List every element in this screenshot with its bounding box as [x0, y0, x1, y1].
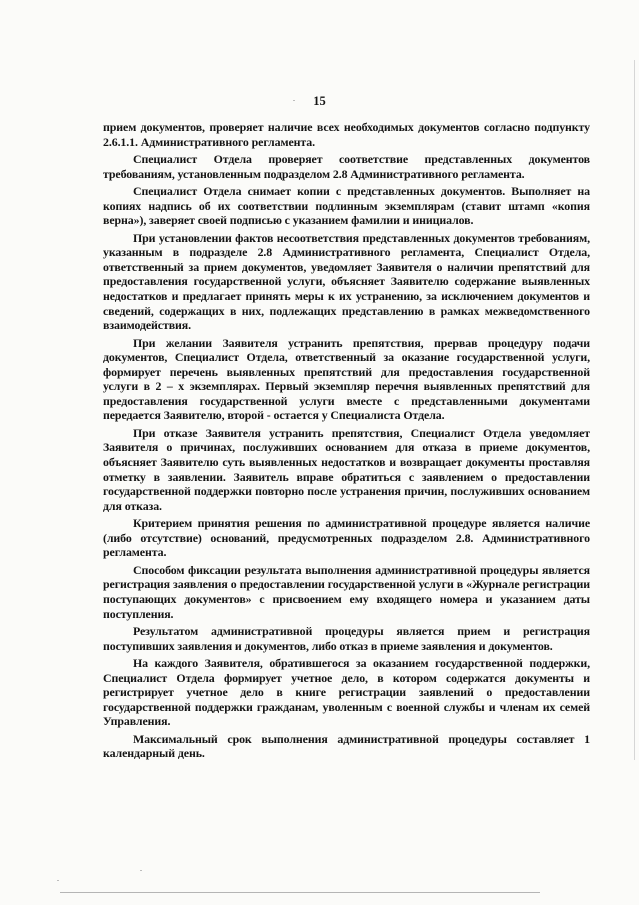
- paragraph-7: Критерием принятия решения по административной процедуре является наличие (либо отсутствие) оснований, предусмотренных подразделом 2.8. Административного регламента.: [103, 516, 590, 560]
- paragraph-10: На каждого Заявителя, обратившегося за оказанием государственной поддержки, Специалист Отдела формирует учетное дело, в котором содержатся документы и регистрирует учетное дело в книге регистрации заявлений о предоставлении государственной поддержки гражданам, уволенным с военной службы и членам их семей Управления.: [103, 656, 590, 729]
- paragraph-9: Результатом административной процедуры является прием и регистрация поступивших заявления и документов, либо отказ в приеме заявления и документов.: [103, 624, 590, 653]
- scan-speck: [57, 880, 59, 881]
- paragraph-3: Специалист Отдела снимает копии с представленных документов. Выполняет на копиях надпись об их соответствии подлинным экземплярам (ставит штамп «копия верна»), заверяет своей подписью с указанием фамилии и инициалов.: [103, 184, 590, 228]
- scan-edge-right: [634, 60, 635, 760]
- paragraph-11: Максимальный срок выполнения административной процедуры составляет 1 календарный день.: [103, 731, 590, 761]
- paragraph-1: прием документов, проверяет наличие всех необходимых документов согласно подпункту 2.6.1.1. Административного регламента.: [103, 120, 590, 149]
- scan-edge-bottom: [60, 892, 540, 893]
- paragraph-8: Способом фиксации результата выполнения административной процедуры является регистрация заявления о предоставлении государственной услуги в «Журнале регистрации поступающих документов» с присвоением ему входящего номера и указанием даты поступления.: [103, 562, 590, 621]
- paragraph-4: При установлении фактов несоответствия представленных документов требованиям, указанным в подразделе 2.8 Административного регламента, Специалист Отдела, ответственный за прием документов, уведомляет Заявителя о наличии препятствий для предоставления государственной услуги, объясняет Заявителю содержание выявленных недостатков и предлагает принять меры к их устранению, за исключением документов и сведений, содержащих в них, подлежащих представлению в рамках межведомственного взаимодействия.: [103, 230, 590, 333]
- page-number: 15: [313, 94, 326, 108]
- scan-speck: [140, 870, 142, 871]
- paragraph-2: Специалист Отдела проверяет соответствие представленных документов требованиям, установленным подразделом 2.8 Административного регламента.: [103, 152, 590, 181]
- scan-speck: [293, 100, 295, 101]
- paragraph-6: При отказе Заявителя устранить препятствия, Специалист Отдела уведомляет Заявителя о причинах, послуживших основанием для отказа в приеме документов, объясняет Заявителю суть выявленных недостатков и возвращает документы проставляя отметку в заявлении. Заявитель вправе обратиться с заявлением о предоставлении государственной поддержки повторно после устранения причин, послуживших основанием для отказа.: [103, 425, 590, 513]
- paragraph-5: При желании Заявителя устранить препятствия, прервав процедуру подачи документов, Специалист Отдела, ответственный за оказание государственной услуги, формирует перечень выявленных препятствий для предоставления государственной услуги в 2 – х экземплярах. Первый экземпляр перечня выявленных препятствий для предоставления государственной услуги вместе с представленными документами передается Заявителю, второй - остается у Специалиста Отдела.: [103, 335, 590, 423]
- body-text: [103, 120, 590, 764]
